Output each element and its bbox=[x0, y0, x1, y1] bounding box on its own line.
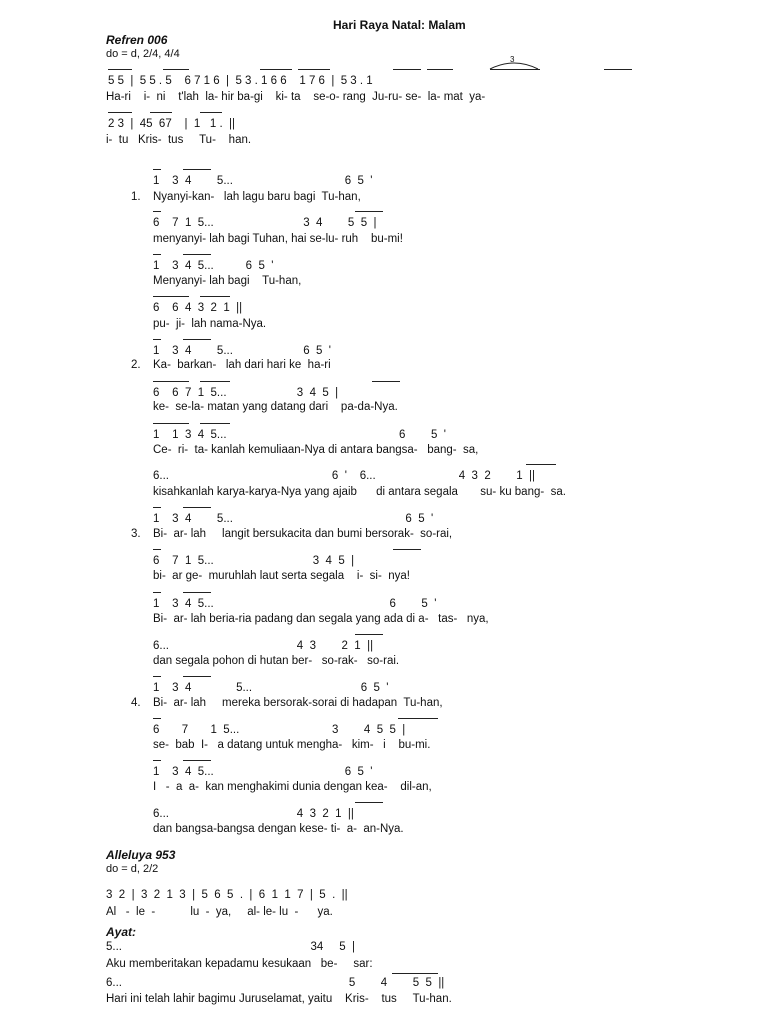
beam-line bbox=[355, 802, 383, 803]
refren-meta: do = d, 2/4, 4/4 bbox=[106, 48, 180, 60]
verse3-lyrics-1: Bi- ar- lah langit bersukacita dan bumi bersorak- so-rai, bbox=[153, 528, 453, 540]
beam-line bbox=[372, 381, 400, 382]
verse2-notes-3: 1 1 3 4 5... 6 5 ' bbox=[153, 429, 446, 441]
verse-number: 2. bbox=[131, 359, 141, 371]
verse1-notes-3: 1 3 4 5... 6 5 ' bbox=[153, 260, 274, 272]
verse4-notes-1: 1 3 4 5... 6 5 ' bbox=[153, 682, 389, 694]
verse4-lyrics-2: se- bab I- a datang untuk mengha- kim- i bu-mi. bbox=[153, 739, 431, 751]
beam-line bbox=[153, 760, 161, 761]
beam-line bbox=[183, 592, 211, 593]
ayat-notes-1: 5... 34 5 | bbox=[106, 941, 356, 953]
beam-line bbox=[153, 381, 189, 382]
beam-line bbox=[153, 169, 161, 170]
beam-line bbox=[153, 423, 189, 424]
refren-heading: Refren 006 bbox=[106, 33, 168, 47]
verse3-notes-1: 1 3 4 5... 6 5 ' bbox=[153, 513, 434, 525]
verse1-lyrics-2: menyanyi- lah bagi Tuhan, hai se-lu- ruh bu-mi! bbox=[153, 233, 403, 245]
refren-lyrics-1: Ha-ri i- ni t'lah la- hir ba-gi ki- ta se-o- rang Ju-ru- se- la- mat ya- bbox=[106, 91, 486, 103]
beam-line bbox=[183, 254, 211, 255]
beam-line bbox=[183, 339, 211, 340]
verse4-notes-4: 6... 4 3 2 1 || bbox=[153, 808, 354, 820]
alleluya-meta: do = d, 2/2 bbox=[106, 863, 159, 875]
beam-line bbox=[200, 381, 230, 382]
beam-line bbox=[153, 592, 161, 593]
verse-number: 1. bbox=[131, 191, 141, 203]
verse3-notes-2: 6 7 1 5... 3 4 5 | bbox=[153, 555, 355, 567]
verse2-lyrics-2: ke- se-la- matan yang datang dari pa-da-Nya. bbox=[153, 401, 398, 413]
beam-line bbox=[200, 423, 230, 424]
verse3-notes-3: 1 3 4 5... 6 5 ' bbox=[153, 598, 437, 610]
alleluya-heading: Alleluya 953 bbox=[106, 848, 176, 862]
verse2-lyrics-4: kisahkanlah karya-karya-Nya yang ajaib di antara segala su- ku bang- sa. bbox=[153, 486, 566, 498]
beam-line bbox=[355, 211, 383, 212]
beam-line bbox=[183, 760, 211, 761]
beam-line bbox=[153, 339, 161, 340]
verse2-lyrics-3: Ce- ri- ta- kanlah kemuliaan-Nya di antara bangsa- bang- sa, bbox=[153, 444, 479, 456]
beam-line bbox=[355, 634, 383, 635]
verse4-lyrics-1: Bi- ar- lah mereka bersorak-sorai di hadapan Tu-han, bbox=[153, 697, 443, 709]
beam-line bbox=[153, 549, 161, 550]
beam-line bbox=[260, 69, 292, 70]
beam-line bbox=[153, 254, 161, 255]
alleluya-lyrics: Al - le - lu - ya, al- le- lu - ya. bbox=[106, 906, 333, 918]
beam-line bbox=[108, 112, 132, 113]
beam-line bbox=[398, 718, 438, 719]
beam-line bbox=[200, 112, 222, 113]
verse4-notes-2: 6 7 1 5... 3 4 5 5 | bbox=[153, 724, 406, 736]
beam-line bbox=[183, 676, 211, 677]
verse1-notes-2: 6 7 1 5... 3 4 5 5 | bbox=[153, 217, 377, 229]
refren-notes-2: 2 3 | 45 67 | 1 1 . || bbox=[108, 118, 236, 130]
beam-line bbox=[392, 973, 438, 974]
verse3-notes-4: 6... 4 3 2 1 || bbox=[153, 640, 374, 652]
beam-line bbox=[298, 69, 330, 70]
ayat-notes-2: 6... 5 4 5 5 || bbox=[106, 977, 445, 989]
beam-line bbox=[604, 69, 632, 70]
beam-line bbox=[393, 69, 421, 70]
beam-line bbox=[153, 718, 161, 719]
refren-lyrics-2: i- tu Kris- tus Tu- han. bbox=[106, 134, 252, 146]
verse2-lyrics-1: Ka- barkan- lah dari hari ke ha-ri bbox=[153, 359, 331, 371]
verse1-lyrics-1: Nyanyi-kan- lah lagu baru bagi Tu-han, bbox=[153, 191, 361, 203]
beam-line bbox=[153, 296, 189, 297]
verse-number: 4. bbox=[131, 697, 141, 709]
alleluya-notes: 3 2 | 3 2 1 3 | 5 6 5 . | 6 1 1 7 | 5 . || bbox=[106, 889, 348, 901]
beam-line bbox=[427, 69, 453, 70]
verse4-lyrics-4: dan bangsa-bangsa dengan kese- ti- a- an-Nya. bbox=[153, 823, 404, 835]
beam-line bbox=[200, 296, 230, 297]
ayat-lyrics-1: Aku memberitakan kepadamu kesukaan be- sar: bbox=[106, 958, 373, 970]
beam-line bbox=[150, 112, 172, 113]
beam-line bbox=[163, 69, 189, 70]
beam-line bbox=[153, 507, 161, 508]
page-title: Hari Raya Natal: Malam bbox=[333, 18, 466, 32]
ayat-heading: Ayat: bbox=[106, 925, 137, 939]
verse3-lyrics-2: bi- ar ge- muruhlah laut serta segala i- si- nya! bbox=[153, 570, 410, 582]
triplet-label: 3 bbox=[510, 55, 515, 64]
verse2-notes-4: 6... 6 ' 6... 4 3 2 1 || bbox=[153, 470, 536, 482]
verse1-notes-4: 6 6 4 3 2 1 || bbox=[153, 302, 243, 314]
verse1-lyrics-3: Menyanyi- lah bagi Tu-han, bbox=[153, 275, 302, 287]
beam-line bbox=[183, 169, 211, 170]
beam-line bbox=[153, 211, 161, 212]
verse3-lyrics-4: dan segala pohon di hutan ber- so-rak- so-rai. bbox=[153, 655, 400, 667]
beam-line bbox=[153, 676, 161, 677]
verse4-notes-3: 1 3 4 5... 6 5 ' bbox=[153, 766, 373, 778]
verse4-lyrics-3: I - a a- kan menghakimi dunia dengan kea- dil-an, bbox=[153, 781, 432, 793]
refren-notes-1: 5 5 | 5 5 . 5 6 7 1 6 | 5 3 . 1 6 6 1 7 6 | 5 3 . 1 bbox=[108, 75, 373, 87]
verse2-notes-2: 6 6 7 1 5... 3 4 5 | bbox=[153, 387, 339, 399]
verse1-lyrics-4: pu- ji- lah nama-Nya. bbox=[153, 318, 267, 330]
beam-line bbox=[108, 69, 132, 70]
beam-line bbox=[393, 549, 421, 550]
beam-line bbox=[183, 507, 211, 508]
verse3-lyrics-3: Bi- ar- lah beria-ria padang dan segala yang ada di a- tas- nya, bbox=[153, 613, 489, 625]
beam-line bbox=[526, 464, 556, 465]
verse2-notes-1: 1 3 4 5... 6 5 ' bbox=[153, 345, 331, 357]
ayat-lyrics-2: Hari ini telah lahir bagimu Juruselamat, yaitu Kris- tus Tu-han. bbox=[106, 993, 452, 1005]
verse1-notes-1: 1 3 4 5... 6 5 ' bbox=[153, 175, 373, 187]
verse-number: 3. bbox=[131, 528, 141, 540]
